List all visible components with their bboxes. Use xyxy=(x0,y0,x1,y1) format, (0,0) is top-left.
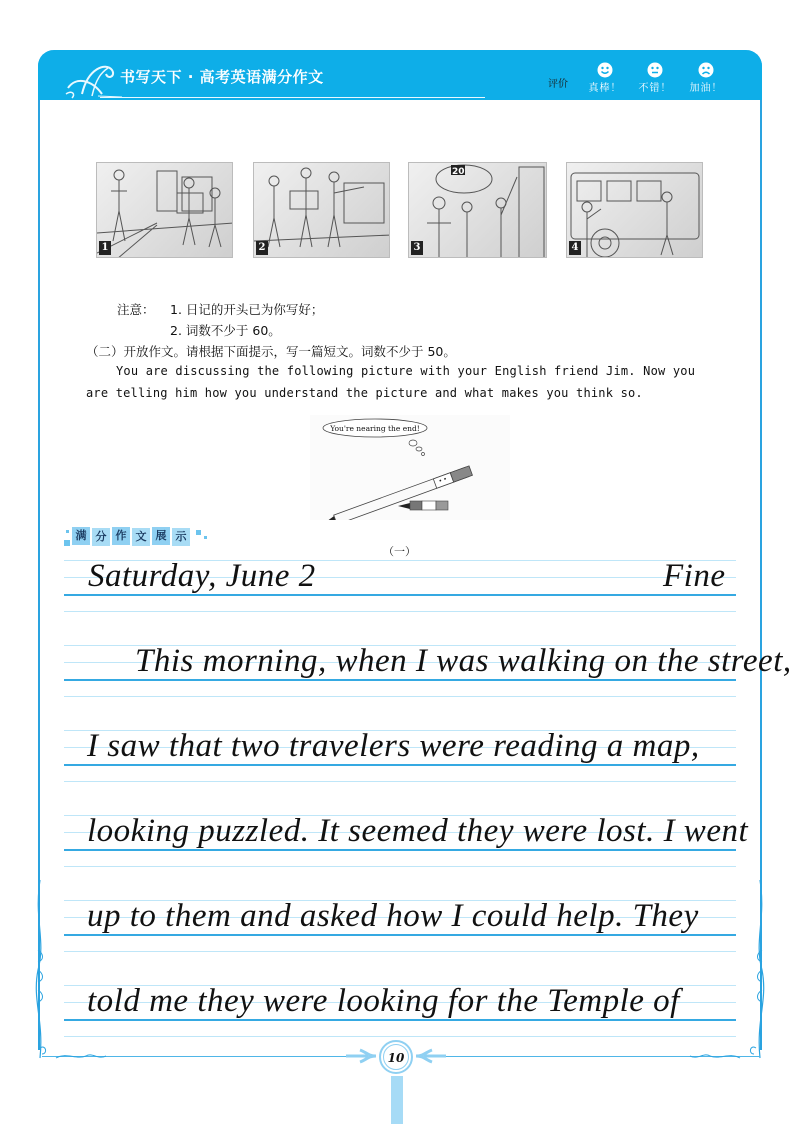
svg-text:20: 20 xyxy=(452,167,465,177)
page-number-badge xyxy=(379,1040,413,1074)
picture-4 xyxy=(566,162,703,258)
rating-label: 评价 xyxy=(548,79,568,90)
footer-scroll-right-icon xyxy=(640,1044,760,1064)
section-tag-char: 示 xyxy=(172,528,190,546)
section-tag-char: 满 xyxy=(72,527,90,545)
sketch-travelers-map-icon xyxy=(97,163,233,258)
sad-face-icon xyxy=(698,62,714,78)
rating-good[interactable] xyxy=(630,62,680,94)
sketch-boarding-bus-icon xyxy=(567,163,703,258)
essay-line-3: looking puzzled. It seemed they were lost. I went xyxy=(87,813,749,849)
note-label: 注意： xyxy=(117,302,155,317)
picture-1 xyxy=(96,162,233,258)
page-number: 10 xyxy=(383,1044,409,1070)
part-two-heading: （二）开放作文。请根据下面提示，写一篇短文。词数不少于 50。 xyxy=(86,344,456,359)
tag-decor-square xyxy=(66,530,69,533)
footer-scroll-left-icon xyxy=(36,1044,156,1064)
left-flourish-icon xyxy=(30,880,50,1060)
arrow-ornament-left-icon xyxy=(346,1048,378,1064)
arrow-ornament-right-icon xyxy=(414,1048,446,1064)
note-item-1: 1. 日记的开头已为你写好； xyxy=(170,302,324,317)
pencil-thought-bubble-icon xyxy=(310,415,510,520)
rating-good-label: 不错！ xyxy=(638,83,672,94)
essay-date: Saturday, June 2 xyxy=(88,558,316,594)
essay-line-2: I saw that two travelers were reading a map, xyxy=(87,728,700,764)
picture-2-number: 2 xyxy=(256,241,268,255)
rating-great[interactable] xyxy=(580,62,630,94)
prompt-line-1: You are discussing the following picture with your English friend Jim. Now you xyxy=(116,364,696,378)
section-tag-char: 作 xyxy=(112,527,130,545)
note-item-2: 2. 词数不少于 60。 xyxy=(170,323,281,338)
essay-line-1: This morning, when I was walking on the street, xyxy=(135,643,792,679)
neutral-face-icon xyxy=(647,62,663,78)
picture-3-number: 3 xyxy=(411,241,423,255)
picture-3 xyxy=(408,162,547,258)
tag-decor-square xyxy=(204,536,207,539)
rating-try-harder[interactable] xyxy=(681,62,731,94)
tag-decor-square xyxy=(64,540,70,546)
rating-great-label: 真棒！ xyxy=(588,83,622,94)
sketch-bus-stop-sign-icon xyxy=(409,163,547,258)
bubble-text: You're nearing the end! xyxy=(330,424,420,433)
picture-2 xyxy=(253,162,390,258)
header-title: 书写天下 · 高考英语满分作文 xyxy=(120,68,324,86)
essay-subheading: （一） xyxy=(383,545,416,558)
picture-4-number: 4 xyxy=(569,241,581,255)
smile-face-icon xyxy=(597,62,613,78)
right-flourish-icon xyxy=(750,880,770,1060)
header-underline xyxy=(100,97,485,98)
pencil-illustration xyxy=(310,415,510,520)
rating-try-harder-label: 加油！ xyxy=(689,83,723,94)
section-tag-char: 分 xyxy=(92,528,110,546)
page-tab xyxy=(391,1076,403,1124)
sketch-man-offers-help-icon xyxy=(254,163,390,258)
essay-line-5: told me they were looking for the Temple of xyxy=(87,983,680,1019)
swirl-ornament-icon xyxy=(62,58,122,100)
tag-decor-square xyxy=(196,530,201,535)
section-tag-char: 展 xyxy=(152,527,170,545)
section-tag-char: 文 xyxy=(132,528,150,546)
prompt-line-2: are telling him how you understand the picture and what makes you think so. xyxy=(86,386,643,400)
essay-line-4: up to them and asked how I could help. They xyxy=(87,898,699,934)
section-tag xyxy=(72,528,190,548)
picture-1-number: 1 xyxy=(99,241,111,255)
essay-weather: Fine xyxy=(663,558,726,594)
